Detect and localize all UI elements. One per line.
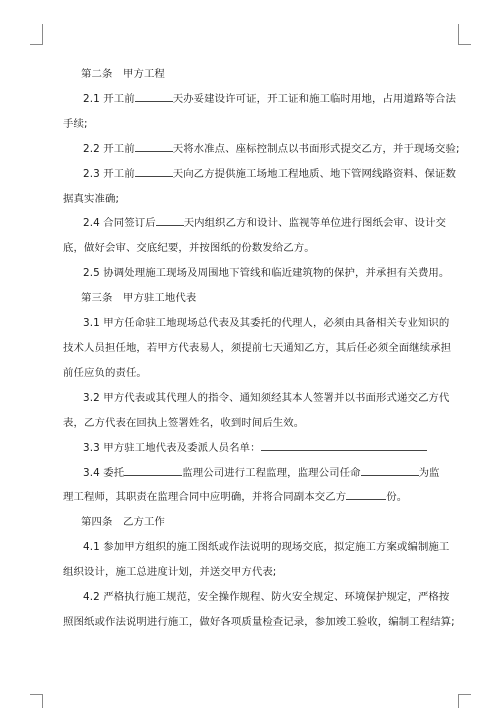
paragraph-line [63,87,456,112]
fill-in-blank [361,465,419,476]
paragraph-line [63,411,447,436]
fill-in-blank [135,166,173,177]
fill-in-blank [135,91,173,102]
text-run: 组织设计，施工总进度计划，并送交甲方代表; [63,566,277,579]
text-run: 天内组织乙方和设计、监视等单位进行图纸会审、设计交 [183,217,446,230]
text-run: 份。 [386,491,408,504]
paragraph-line [63,162,456,187]
text-run: 监理公司进行工程监理，监理公司任命 [182,466,361,479]
crop-mark-top-left [30,24,43,45]
text-run: 2.4 合同签订后 [83,217,156,230]
text-run: 表，乙方代表在回执上签署姓名，收到时间后生效。 [63,416,305,429]
paragraph-line [63,336,452,361]
crop-mark-bottom-right [458,694,471,708]
text-run: 天向乙方提供施工场地工程地质、地下管网线路资料、保证数 [172,167,456,180]
paragraph-line [63,236,447,261]
paragraph-line [63,211,447,236]
fill-in-blank [135,141,173,152]
text-run: 理工程师，其职责在监理合同中应明确，并将合同副本交乙方 [63,491,347,504]
paragraph-line [63,485,447,510]
fill-in-blank [156,215,184,226]
text-run: 天办妥建设许可证，开工证和施工临时用地，占用道路等合法 [172,92,456,105]
paragraph-line [63,311,450,336]
text-run: 2.1 开工前 [83,92,135,105]
text-run: 手续; [63,117,88,130]
paragraph-line [63,560,447,585]
paragraph-line [63,112,447,137]
paragraph-line [63,610,455,635]
paragraph-line [63,461,447,486]
text-run: 技术人员担任地，若甲方代表易人，须提前七天通知乙方，其后任必须全面继续承担 [63,341,452,354]
text-run: 照图纸或作法说明进行施工，做好各项质量检查记录，参加竣工验收，编制工程结算; [63,615,455,628]
text-run: 据真实准确; [63,192,120,205]
paragraph-line [63,261,450,286]
text-run: 底，做好会审、交底纪要，并按图纸的份数发给乙方。 [63,242,315,255]
text-run: 4.2 严格执行施工规范，安全操作规程、防火安全规定、环境保护规定，严格按 [83,591,450,604]
paragraph-line [63,187,447,212]
text-run: 2.5 协调处理施工现场及周围地下管线和临近建筑物的保护，并承担有关费用。 [83,267,450,280]
text-run: 4.1 参加甲方组织的施工图纸或作法说明的现场交底，拟定施工方案或编制施工 [83,541,450,554]
crop-mark-top-right [458,24,471,45]
paragraph-line [63,436,447,461]
text-run: 天将水准点、座标控制点以书面形式提交乙方，并于现场交验; [172,142,460,155]
section-heading: 第四条 乙方工作 [81,516,165,529]
document-body [63,62,460,635]
text-run: 3.4 委托 [83,466,125,479]
fill-in-blank [346,489,386,500]
fill-in-blank [124,465,182,476]
text-run: 3.2 甲方代表或其代理人的指令、通知须经其本人签署并以书面形式递交乙方代 [83,391,450,404]
text-run: 2.3 开工前 [83,167,135,180]
text-run: 2.2 开工前 [83,142,135,155]
text-run: 3.1 甲方任命驻工地现场总代表及其委托的代理人，必须由具备相关专业知识的 [83,317,450,330]
text-run: 前任应负的责任。 [63,366,147,379]
paragraph-line [63,386,450,411]
text-run: 3.3 甲方驻工地代表及委派人员名单： [83,441,261,454]
crop-mark-bottom-left [30,694,43,708]
text-run: 为监 [418,466,440,479]
paragraph-line [63,361,447,386]
section-heading: 第三条 甲方驻工地代表 [81,292,197,305]
fill-in-blank [261,440,427,451]
paragraph-line [63,137,460,162]
section-heading: 第二条 甲方工程 [81,68,165,80]
paragraph-line [63,585,450,610]
paragraph-line [63,535,450,560]
